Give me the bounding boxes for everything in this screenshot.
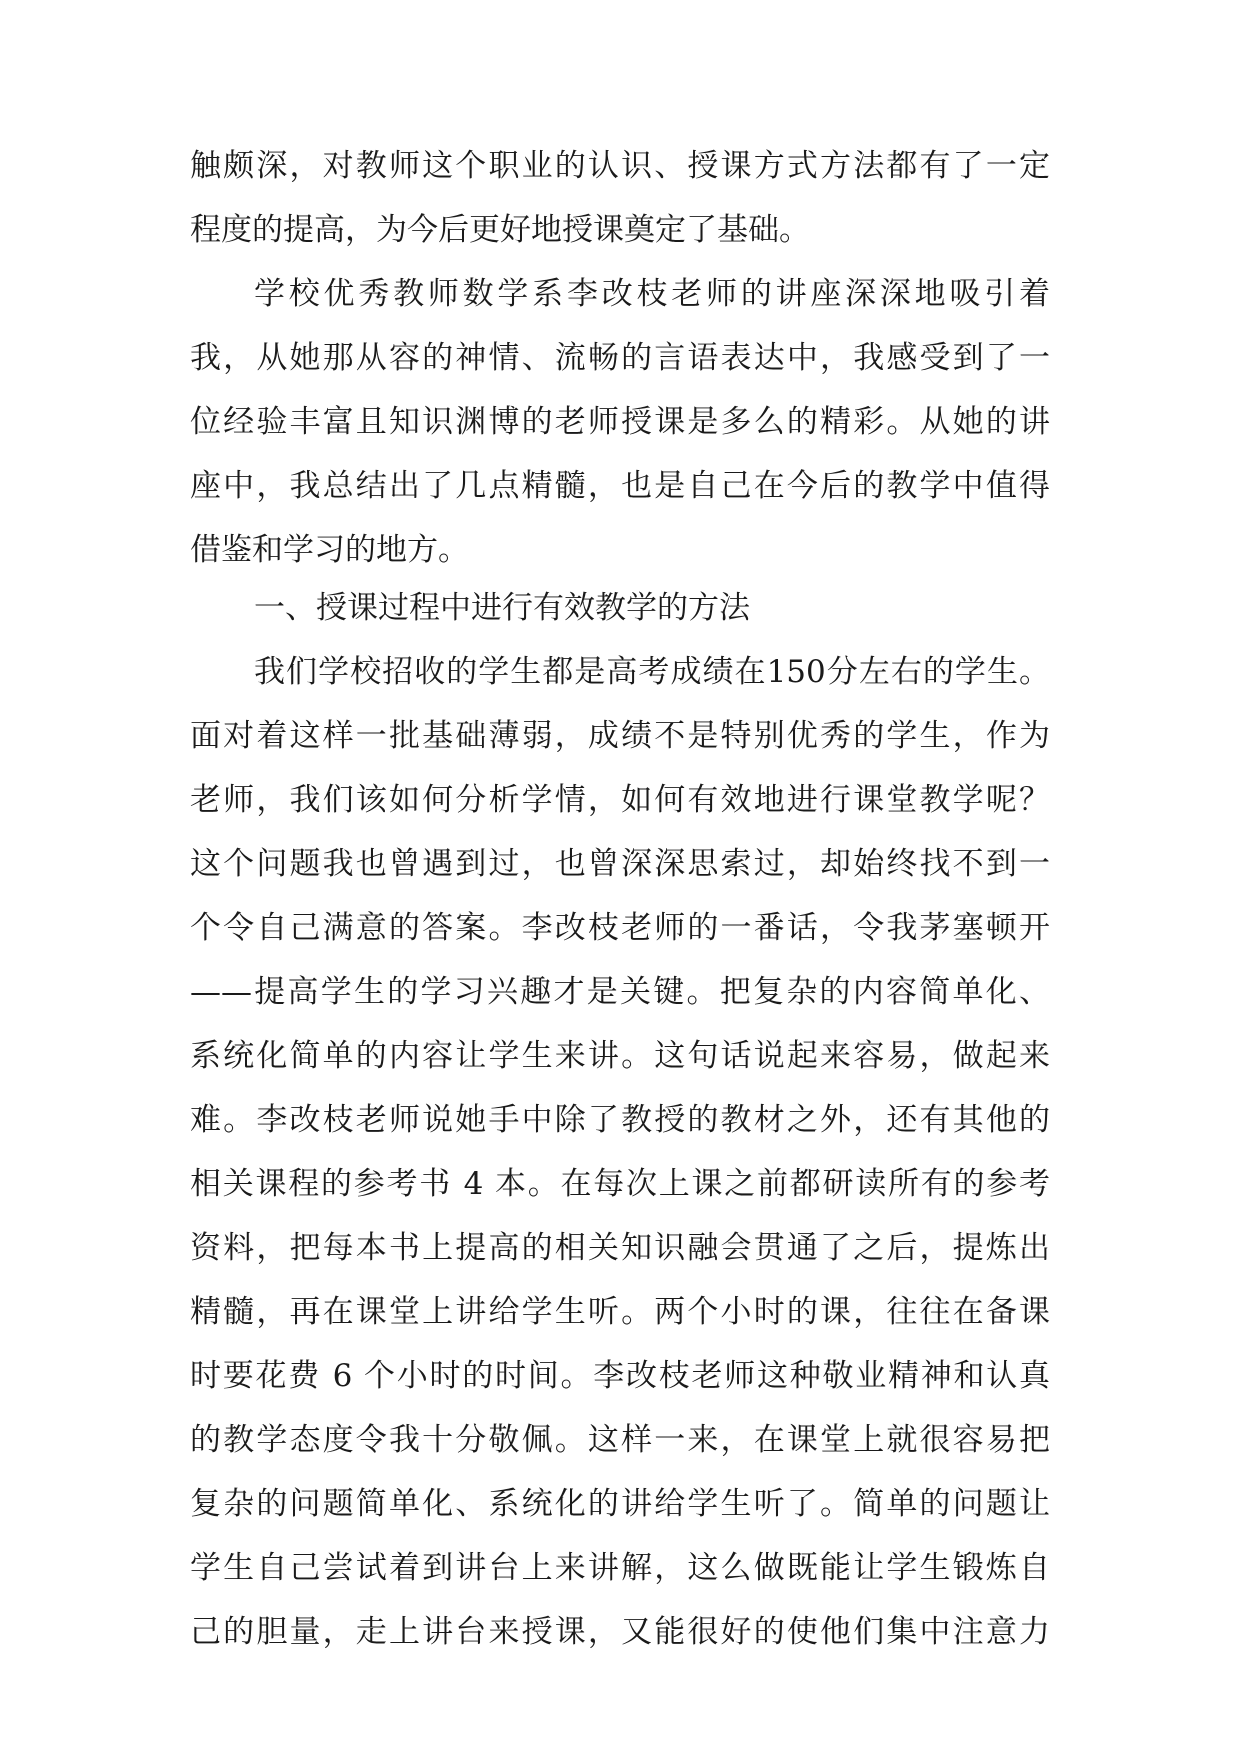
text-line: 相关课程的参考书 4 本。在每次上课之前都研读所有的参考 [190,1166,1050,1202]
text-line: 借鉴和学习的地方。 [190,532,469,568]
text-line: 老师，我们该如何分析学情，如何有效地进行课堂教学呢？ [190,782,1050,818]
text-line: 位经验丰富且知识渊博的老师授课是多么的精彩。从她的讲 [190,404,1050,440]
text-line: 座中，我总结出了几点精髓，也是自己在今后的教学中值得 [190,468,1050,504]
text-line: 资料，把每本书上提高的相关知识融会贯通了之后，提炼出 [190,1230,1050,1266]
text-line: ——提高学生的学习兴趣才是关键。把复杂的内容简单化、 [190,974,1050,1010]
text-line: 这个问题我也曾遇到过，也曾深深思索过，却始终找不到一 [190,846,1050,882]
text-line: 面对着这样一批基础薄弱，成绩不是特别优秀的学生，作为 [190,718,1050,754]
text-line: 系统化简单的内容让学生来讲。这句话说起来容易，做起来 [190,1038,1050,1074]
text-line: 个令自己满意的答案。李改枝老师的一番话，令我茅塞顿开 [190,910,1050,946]
text-line: 触颇深，对教师这个职业的认识、授课方式方法都有了一定 [190,148,1050,184]
text-line: 精髓，再在课堂上讲给学生听。两个小时的课，往往在备课 [190,1294,1050,1330]
text-line: 我，从她那从容的神情、流畅的言语表达中，我感受到了一 [190,340,1050,376]
text-line: 学生自己尝试着到讲台上来讲解，这么做既能让学生锻炼自 [190,1550,1050,1586]
text-line: 己的胆量，走上讲台来授课，又能很好的使他们集中注意力 [190,1614,1050,1650]
paragraph-first-line: 我们学校招收的学生都是高考成绩在150分左右的学生。 [254,654,1050,690]
text-line: 程度的提高，为今后更好地授课奠定了基础。 [190,212,810,248]
section-heading: 一、授课过程中进行有效教学的方法 [254,590,750,626]
text-line: 时要花费 6 个小时的时间。李改枝老师这种敬业精神和认真 [190,1358,1050,1394]
text-line: 难。李改枝老师说她手中除了教授的教材之外，还有其他的 [190,1102,1050,1138]
paragraph-first-line: 学校优秀教师数学系李改枝老师的讲座深深地吸引着 [254,276,1050,312]
text-line: 复杂的问题简单化、系统化的讲给学生听了。简单的问题让 [190,1486,1050,1522]
text-line: 的教学态度令我十分敬佩。这样一来，在课堂上就很容易把 [190,1422,1050,1458]
